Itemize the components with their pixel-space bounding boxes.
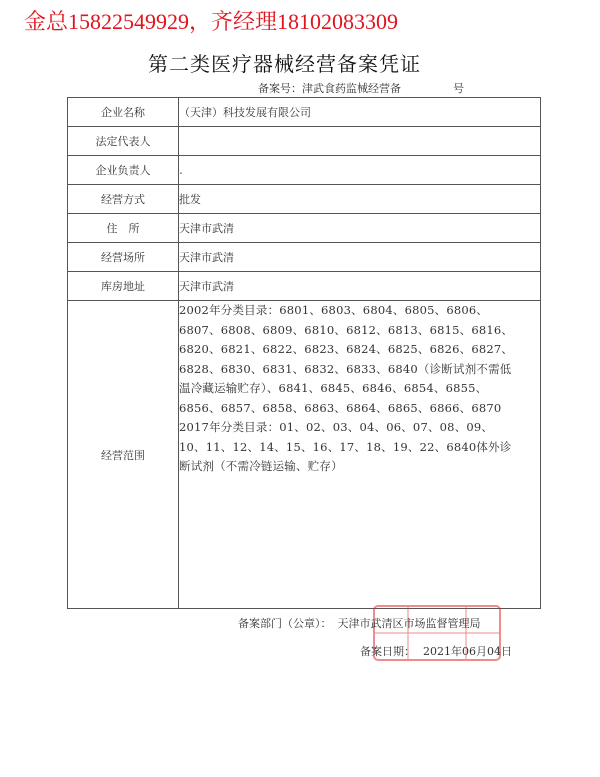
principal-value-text: . [179,163,183,177]
table-row [68,127,541,156]
filing-date [360,643,512,659]
filing-number-suffix: 号 [453,82,464,95]
document-title: 第二类医疗器械经营备案凭证 [148,52,421,76]
scope-label: 经营范围 [68,301,179,609]
filing-department-value: 天津市武清区市场监督管理局 [337,617,481,630]
scope-line: 10、11、12、14、15、16、17、18、19、22、6840体外诊 [179,439,512,454]
scope-line: 2017年分类目录：01、02、03、04、06、07、08、09、 [179,420,494,434]
filing-department-label: 备案部门（公章）： [238,617,332,630]
legal-rep-label: 法定代表人 [68,127,179,156]
warehouse-label: 库房地址 [68,272,179,301]
residence-value: 天津市武清 [179,214,541,243]
table-row [68,301,541,609]
filing-date-label: 备案日期： [360,645,415,658]
filing-form-table [67,97,541,609]
filing-number-prefix: 备案号：津武食药监械经营备 [258,82,401,95]
table-row [68,98,541,127]
scope-line: 6856、6857、6858、6863、6864、6865、6866、6870 [179,400,502,415]
table-row [68,214,541,243]
filing-department [238,615,481,631]
company-name-label: 企业名称 [68,98,179,127]
scope-line: 断试剂（不需冷链运输、贮存） [179,459,343,473]
filing-number [258,80,464,96]
principal-value [179,156,541,185]
scope-line: 6820、6821、6822、6823、6824、6825、6826、6827、 [179,342,514,356]
company-name-value: （天津）科技发展有限公司 [179,98,541,127]
warehouse-value: 天津市武清 [179,272,541,301]
scope-line: 温冷藏运输贮存）、6841、6845、6846、6854、6855、 [179,381,488,395]
legal-rep-value [179,127,541,156]
contact-banner: 金总15822549929，齐经理18102083309 [24,9,399,34]
business-mode-label: 经营方式 [68,185,179,214]
filing-date-value: 2021年06月04日 [423,645,512,658]
scope-line: 2002年分类目录：6801、6803、6804、6805、6806、 [179,303,489,317]
table-row [68,272,541,301]
business-premises-label: 经营场所 [68,243,179,272]
table-row [68,243,541,272]
principal-label: 企业负责人 [68,156,179,185]
business-premises-value: 天津市武清 [179,243,541,272]
table-row [68,185,541,214]
business-mode-value: 批发 [179,185,541,214]
scope-line: 6828、6830、6831、6832、6833、6840（诊断试剂不需低 [179,361,512,376]
scope-line: 6807、6808、6809、6810、6812、6813、6815、6816、 [179,322,514,337]
scope-value [179,301,541,609]
table-row [68,156,541,185]
residence-label: 住 所 [68,214,179,243]
